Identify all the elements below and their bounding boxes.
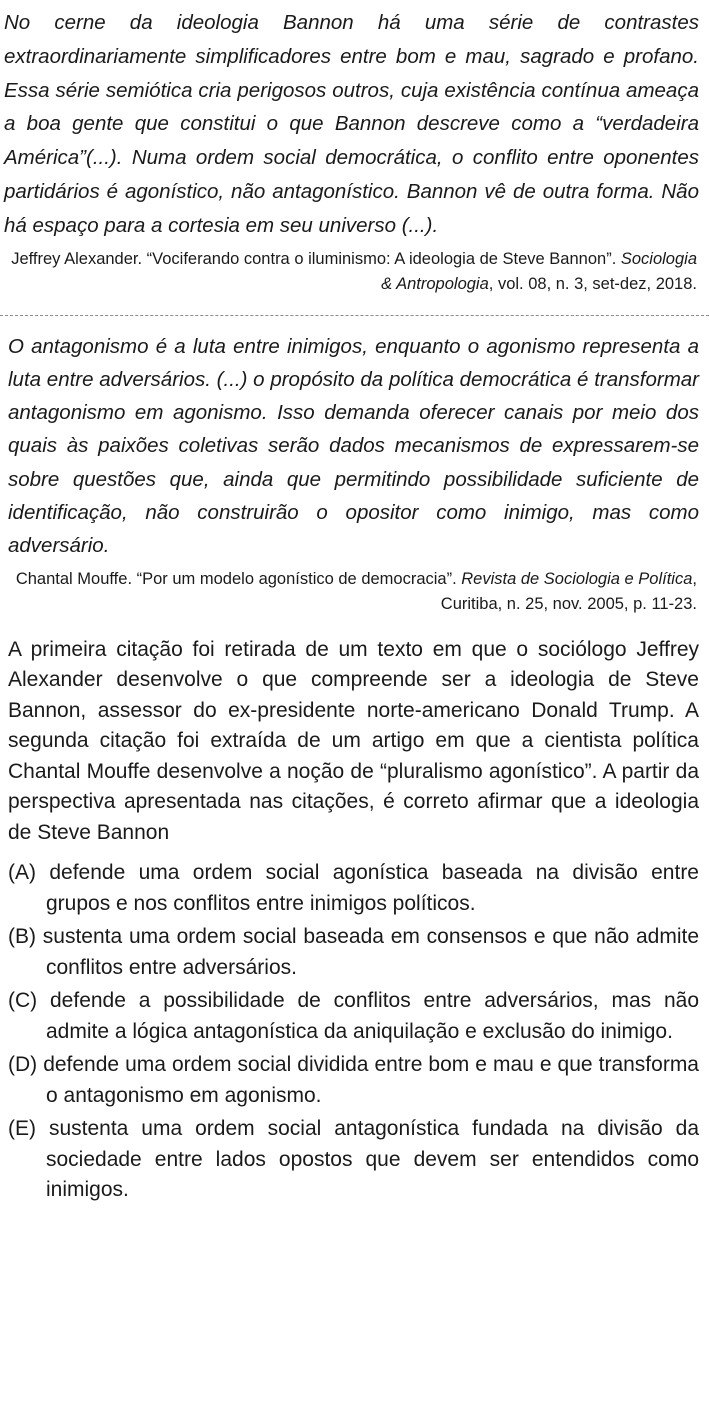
citation-alexander-details: , vol. 08, n. 3, set-dez, 2018. bbox=[488, 274, 697, 293]
option-letter: (A) bbox=[8, 861, 36, 885]
option-b[interactable] bbox=[8, 922, 699, 983]
option-d[interactable] bbox=[8, 1050, 699, 1111]
citation-alexander-work: Sociologia & Antropologia bbox=[381, 249, 697, 293]
option-letter: (D) bbox=[8, 1053, 38, 1077]
dashed-divider bbox=[0, 315, 709, 316]
citation-mouffe-author: Chantal Mouffe. “Por um modelo agonístico de democracia”. bbox=[15, 569, 462, 588]
option-e[interactable] bbox=[8, 1114, 699, 1206]
option-letter: (B) bbox=[8, 925, 36, 949]
question-stem: A primeira citação foi retirada de um texto em que o sociólogo Jeffrey Alexander desenvolve o que compreende ser a ideologia de Steve Bannon, assessor do ex-presidente norte-americano Donald Trump. A segunda citação foi extraída de um artigo em que a cientista política Chantal Mouffe desenvolve a noção de “pluralismo agonístico”. A partir da perspectiva apresentada nas citações, é correto afirmar que a ideologia de Steve Bannon bbox=[8, 637, 699, 844]
citation-alexander-author: Jeffrey Alexander. “Vociferando contra o iluminismo: A ideologia de Steve Bannon”. bbox=[11, 249, 621, 268]
option-letter: (E) bbox=[8, 1117, 36, 1141]
citation-mouffe bbox=[4, 567, 699, 617]
quote-alexander: No cerne da ideologia Bannon há uma série de contrastes extraordinariamente simplificadores entre bom e mau, sagrado e profano. Essa série semiótica cria perigosos outros, cuja existência contínua ameaça a boa gente que constitui o que Bannon descreve como a “verdadeira América”(...). Numa ordem social democrática, o conflito entre oponentes partidários é agonístico, não antagonístico. Bannon vê de outra forma. Não há espaço para a cortesia em seu universo (...). bbox=[4, 11, 699, 237]
citation-alexander bbox=[4, 247, 699, 297]
option-text: sustenta uma ordem social antagonística fundada na divisão da sociedade entre lados opostos que devem ser entendidos como inimigos. bbox=[46, 1117, 699, 1202]
quote-mouffe: O antagonismo é a luta entre inimigos, enquanto o agonismo representa a luta entre adversários. (...) o propósito da política democrática é transformar antagonismo em agonismo. Isso demanda oferecer canais por meio dos quais às paixões coletivas serão dados mecanismos de expressarem-se sobre questões que, ainda que permitindo possibilidade suficiente de identificação, não construirão o opositor como inimigo, mas como adversário. bbox=[8, 334, 699, 558]
citation-mouffe-work: Revista de Sociologia e Política bbox=[461, 569, 693, 588]
option-a[interactable] bbox=[8, 858, 699, 919]
option-text: sustenta uma ordem social baseada em consensos e que não admite conflitos entre adversários. bbox=[42, 925, 699, 979]
option-text: defende uma ordem social dividida entre bom e mau e que transforma o antagonismo em agonismo. bbox=[43, 1053, 699, 1107]
option-c[interactable] bbox=[8, 986, 699, 1047]
citation-mouffe-details: , Curitiba, n. 25, nov. 2005, p. 11-23. bbox=[440, 569, 697, 613]
option-text: defende uma ordem social agonística baseada na divisão entre grupos e nos conflitos entre inimigos políticos. bbox=[46, 861, 699, 915]
option-letter: (C) bbox=[8, 989, 38, 1013]
answer-options bbox=[8, 858, 699, 1206]
option-text: defende a possibilidade de conflitos entre adversários, mas não admite a lógica antagonística da aniquilação e exclusão do inimigo. bbox=[46, 989, 699, 1043]
